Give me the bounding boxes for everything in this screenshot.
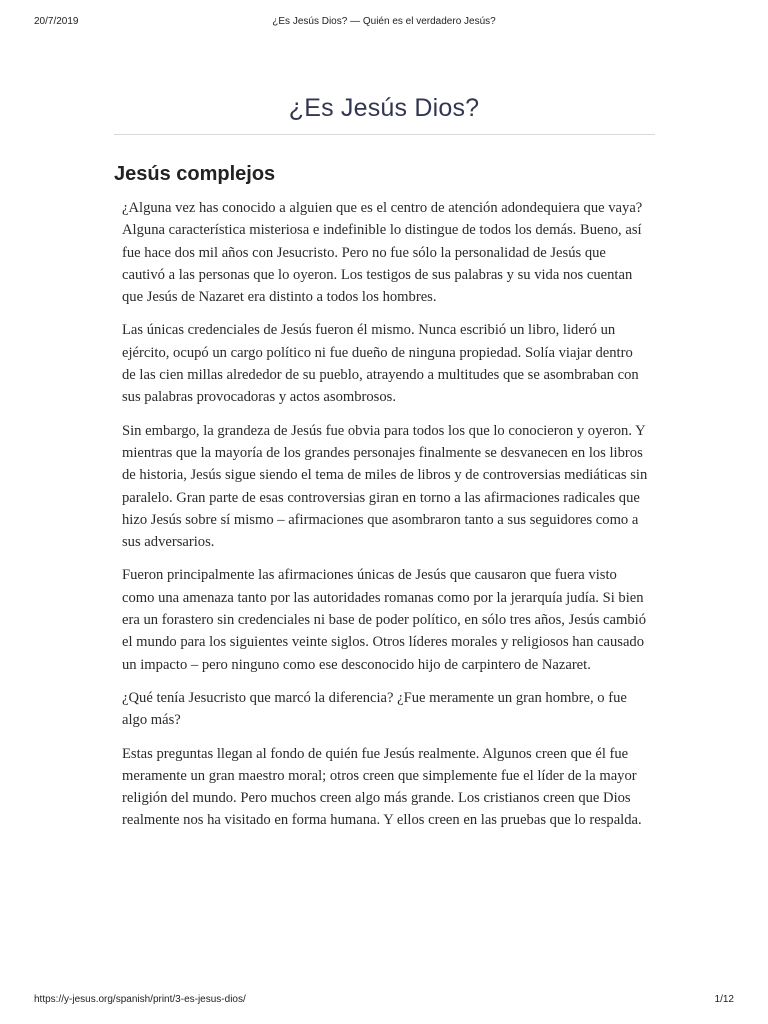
paragraph-3: Sin embargo, la grandeza de Jesús fue obvia para todos los que lo conocieron y oyeron. Y mientras que la mayoría de los grandes personajes finalmente se desvanecen en los libros de historia, Jesús sigue siendo el tema de miles de libros y de controversias mediáticas sin paralelo. Gran parte de esas controversias giran en torno a las afirmaciones radicales que hizo Jesús sobre sí mismo – afirmaciones que asombraron tanto a sus seguidores como a sus adversarios. — [122, 422, 648, 551]
section-heading: Jesús complejos — [114, 163, 276, 185]
paragraph-2: Las únicas credenciales de Jesús fueron él mismo. Nunca escribió un libro, lideró un ejército, ocupó un cargo político ni fue dueño de ninguna propiedad. Solía viajar dentro de las cien millas alrededor de su pueblo, atrayendo a multitudes que se asombraban con sus palabras provocadoras y actos asombrosos. — [122, 322, 639, 406]
title-divider — [114, 134, 655, 135]
page-title: ¿Es Jesús Dios? — [288, 94, 480, 122]
paragraph-6: Estas preguntas llegan al fondo de quién fue Jesús realmente. Algunos creen que él fue meramente un gran maestro moral; otros creen que simplemente fue el líder de la mayor religión del mundo. Pero muchos creen algo más grande. Los cristianos creen que Dios realmente nos ha visitado en forma humana. Y ellos creen en las pruebas que lo respalda. — [122, 745, 642, 829]
paragraph-1: ¿Alguna vez has conocido a alguien que es el centro de atención adondequiera que vaya? Alguna característica misteriosa e indefinible lo distingue de todos los demás. Bueno, así fue hace dos mil años con Jesucristo. Pero no fue sólo la personalidad de Jesús que cautivó a las personas que lo oyeron. Los testigos de sus palabras y su vida nos cuentan que Jesús de Nazaret era distinto a todos los hombres. — [122, 200, 643, 306]
paragraph-4: Fueron principalmente las afirmaciones únicas de Jesús que causaron que fuera visto como una amenaza tanto por las autoridades romanas como por la jerarquía judía. Si bien era un forastero sin credenciales ni base de poder político, en sólo tres años, Jesús cambió el mundo para los siguientes veinte siglos. Otros líderes morales y religiosos han causado un impacto – pero ninguno como ese desconocido hijo de carpintero de Nazaret. — [122, 567, 646, 673]
print-url: https://y-jesus.org/spanish/print/3-es-jesus-dios/ — [34, 994, 246, 1005]
article-body — [122, 197, 650, 843]
print-document-title: ¿Es Jesús Dios? — Quién es el verdadero Jesús? — [272, 16, 496, 27]
print-header — [0, 16, 768, 32]
page-number: 1/12 — [714, 994, 734, 1005]
paragraph-5: ¿Qué tenía Jesucristo que marcó la diferencia? ¿Fue meramente un gran hombre, o fue algo más? — [122, 689, 627, 729]
print-date: 20/7/2019 — [34, 16, 79, 27]
